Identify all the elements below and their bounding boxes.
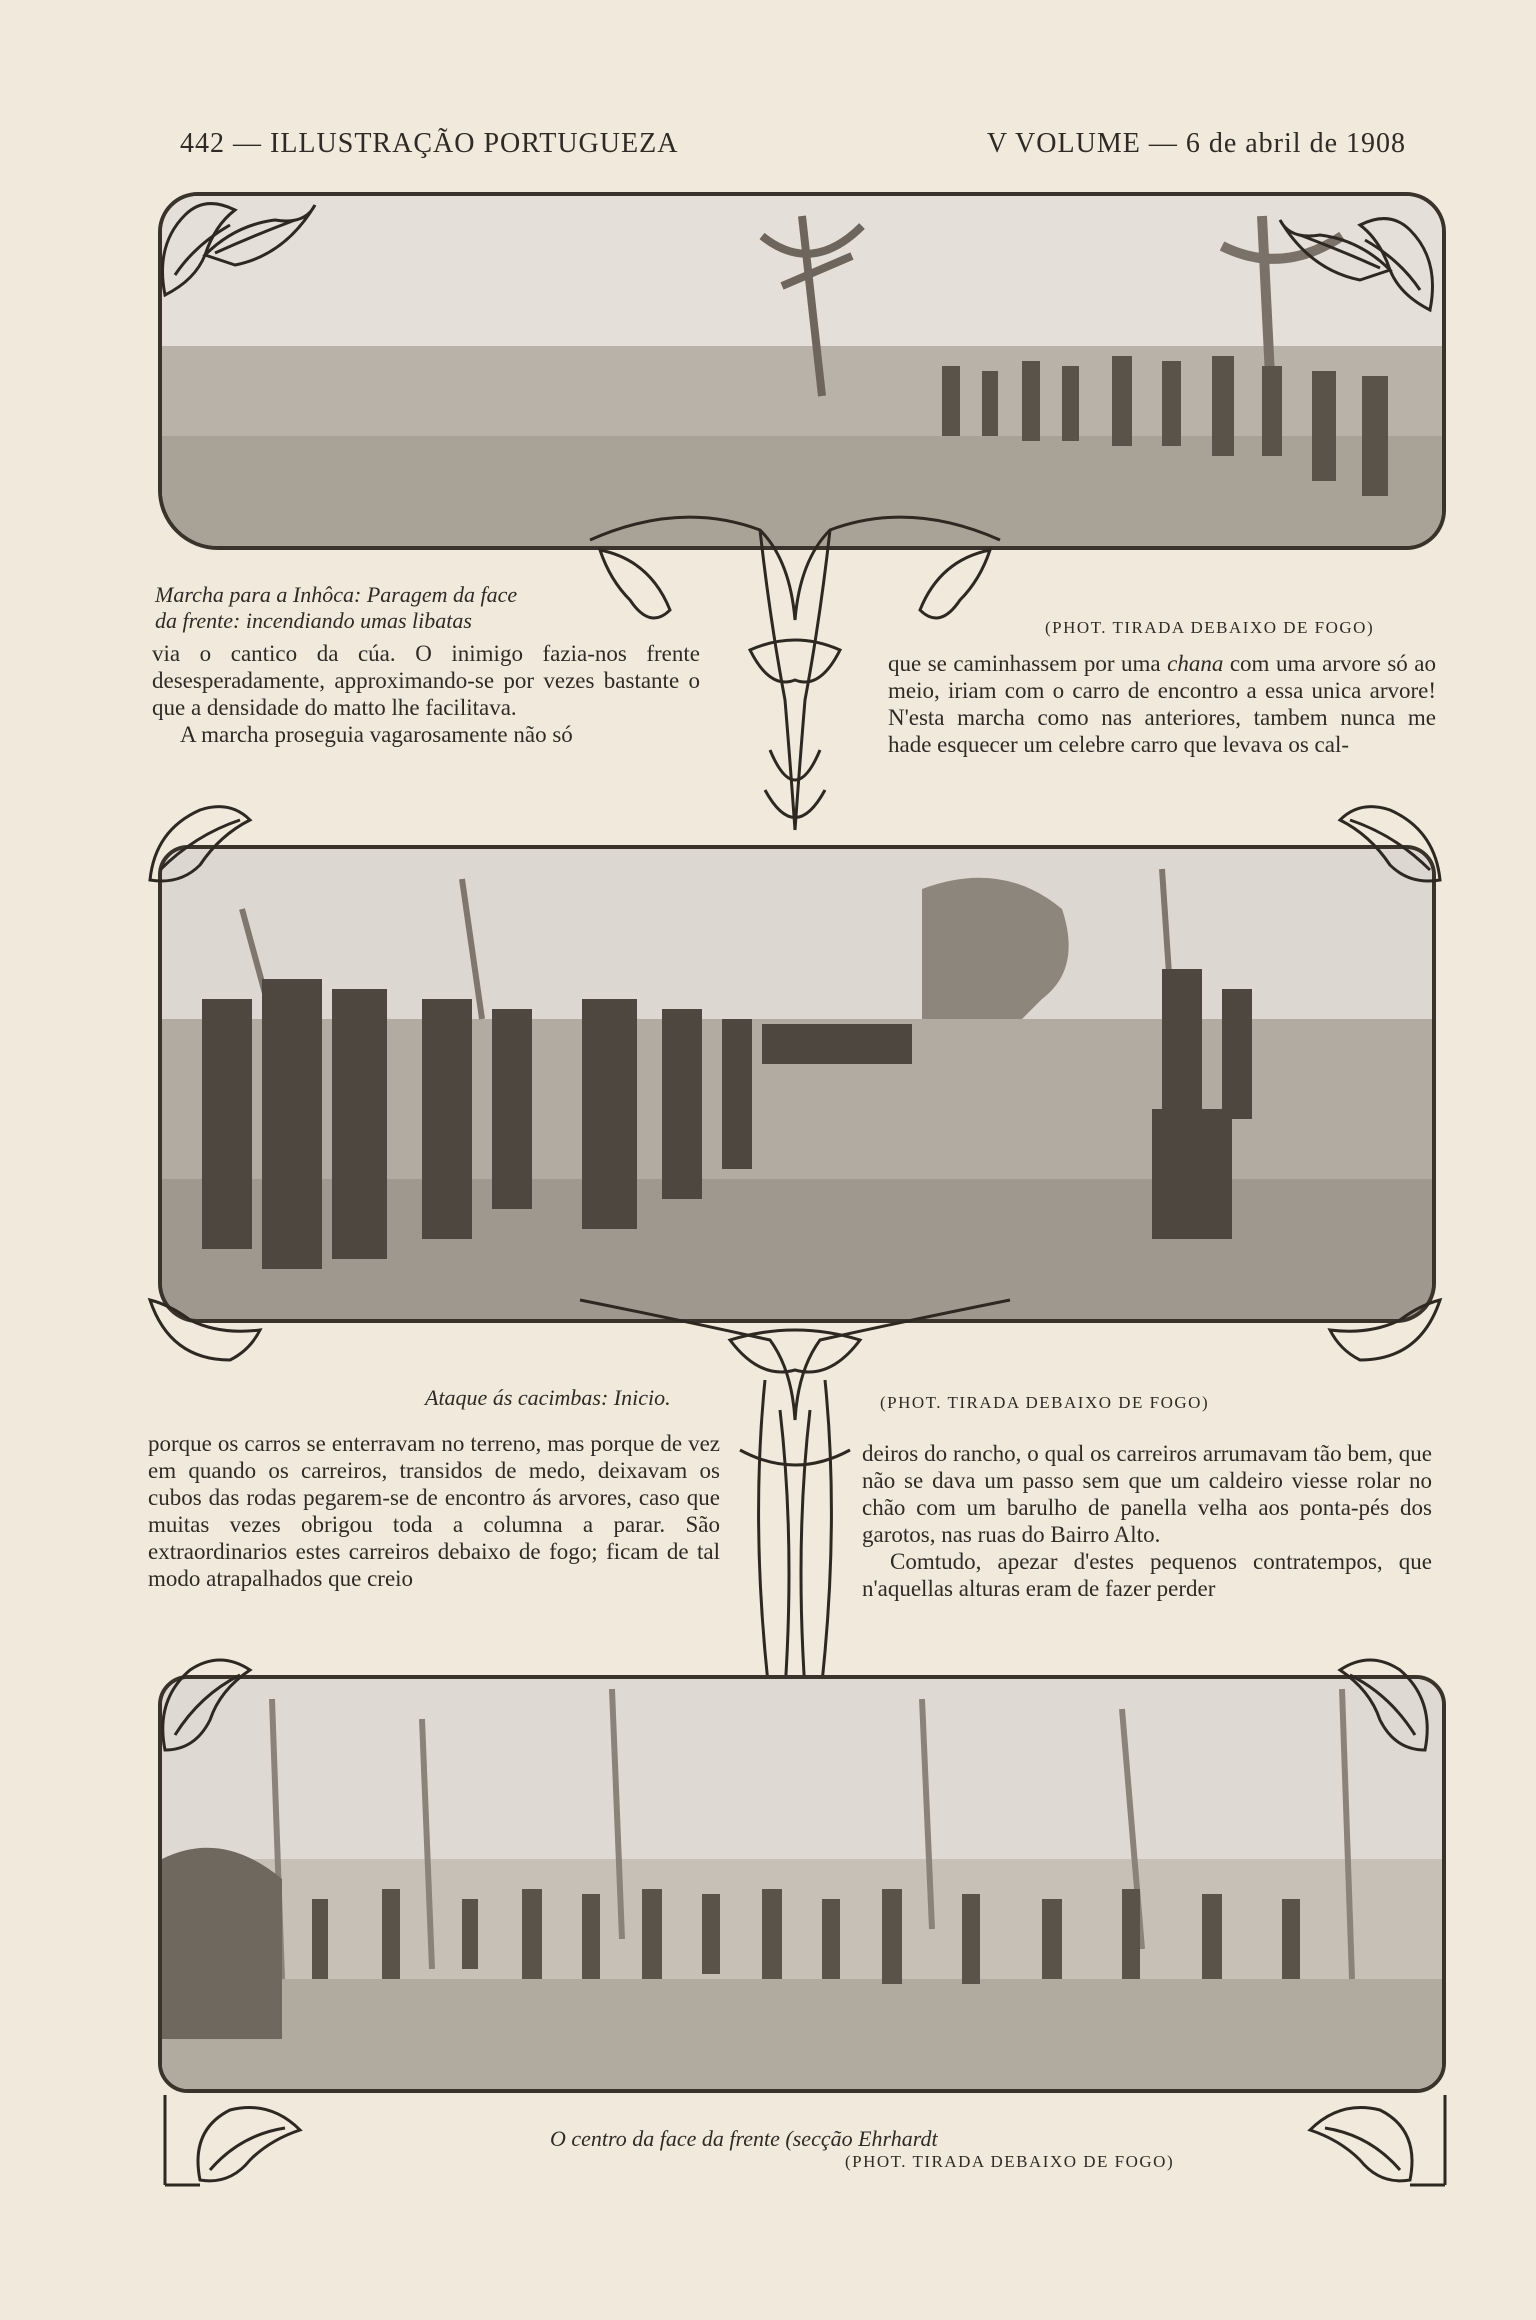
header-date: 6 de abril de 1908	[1185, 128, 1406, 159]
ornament-top-left-leaf	[145, 185, 325, 315]
header-volume: V VOLUME —	[986, 128, 1186, 159]
page-header-date	[987, 128, 1406, 160]
paragraph: deiros do rancho, o qual os carreiros arrumavam tão bem, que não se dava um passo sem que um caldeiro viesse rolar no chão com um barulho de panella velha aos ponta-pés dos garotos, nas ruas do Bairro Alto.	[862, 1441, 1432, 1547]
photo-attack-cacimbas	[158, 845, 1436, 1323]
photo3-caption: O centro da face da frente (secção Ehrhardt	[550, 2126, 938, 2151]
ornament-lower-left-leaf	[140, 1280, 270, 1380]
paragraph: porque os carros se enterravam no terreno, mas porque de vez em quando os carreiros, transidos de medo, deixavam os cubos das rodas pegarem-se de encontro ás arvores, caso que muitas vezes obrigou toda a columna a parar. São extraordinarios estes carreiros debaixo de fogo; ficam de tal modo atrapalhados que creio	[148, 1431, 720, 1591]
photo-centre-face	[158, 1675, 1446, 2093]
text-column-1-right	[888, 650, 1436, 758]
page-header-title: 442 — ILLUSTRAÇÃO PORTUGUEZA	[180, 128, 679, 159]
text-run: com uma arvore só ao meio, iriam com o carro de encontro a essa unica arvore! N'esta marcha como nas anteriores, tambem nunca me hade esquecer um celebre carro que levava os cal-	[888, 651, 1436, 757]
photo-attack-scene	[162, 849, 1432, 1319]
ornament-lower-right-leaf	[1320, 1280, 1450, 1380]
text-run: que se caminhassem por uma	[888, 651, 1168, 676]
ornament-bottom-right-leaf	[1320, 1640, 1440, 1770]
photo3-credit: (PHOT. TIRADA DEBAIXO DE FOGO)	[845, 2152, 1175, 2171]
ornament-mid-right-leaf	[1320, 790, 1450, 900]
photo-march-scene	[162, 196, 1442, 546]
photo-centre-scene	[162, 1679, 1442, 2089]
text-run-italic: chana	[1167, 651, 1224, 676]
photo-march-inhoca	[158, 192, 1446, 550]
photo1-caption-line2: da frente: incendiando umas libatas	[155, 608, 472, 633]
ornament-footer-left	[160, 2090, 320, 2190]
text-column-1-left	[152, 640, 700, 748]
photo1-credit: (PHOT. TIRADA DEBAIXO DE FOGO)	[1045, 618, 1375, 637]
photo1-caption-line1: Marcha para a Inhôca: Paragem da face	[155, 582, 518, 607]
photo1-caption	[155, 582, 635, 634]
paragraph: via o cantico da cúa. O inimigo fazia-nos frente desesperadamente, approximando-se por vezes bastante o que a densidade do matto lhe facilitava.	[152, 641, 700, 720]
text-column-2-right	[862, 1440, 1432, 1602]
ornament-top-right-leaf	[1270, 200, 1450, 330]
ornament-footer-right	[1290, 2090, 1450, 2190]
ornament-mid-left-leaf	[140, 790, 270, 900]
photo2-caption: Ataque ás cacimbas: Inicio.	[425, 1385, 671, 1410]
text-column-2-left	[148, 1430, 720, 1592]
paragraph: A marcha proseguia vagarosamente não só	[180, 722, 573, 747]
photo2-credit: (PHOT. TIRADA DEBAIXO DE FOGO)	[880, 1393, 1210, 1412]
paragraph: Comtudo, apezar d'estes pequenos contratempos, que n'aquellas alturas eram de fazer perder	[862, 1549, 1432, 1601]
ornament-bottom-left-leaf	[150, 1640, 270, 1770]
paragraph	[888, 650, 1436, 758]
